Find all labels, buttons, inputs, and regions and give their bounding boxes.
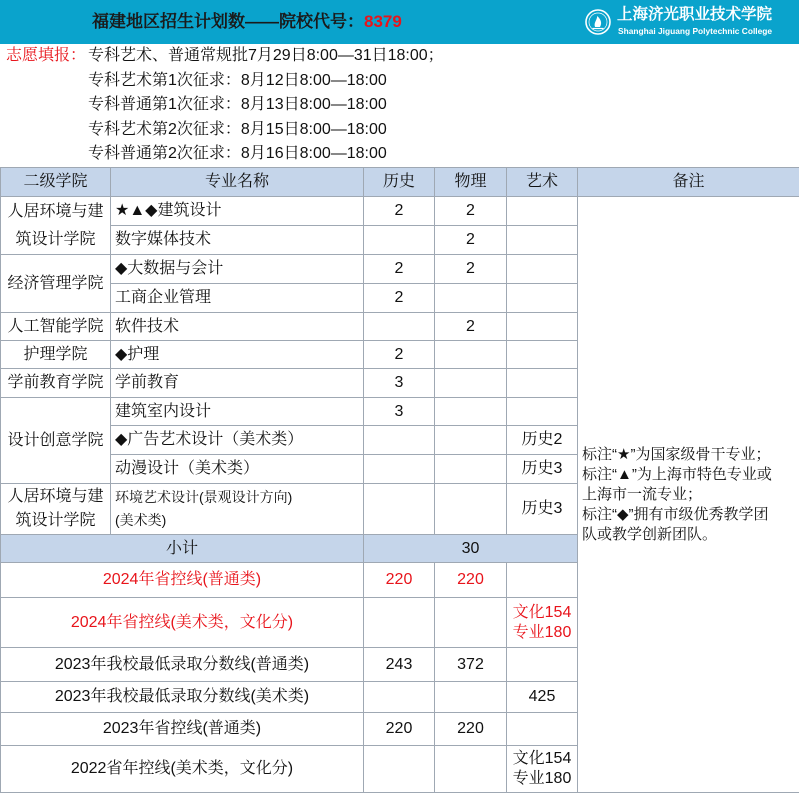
history-cell: 3 [364,398,435,426]
score-history: 220 [364,713,435,746]
school-cell: 经济管理学院 [1,255,111,313]
score-history: 220 [364,563,435,598]
enrollment-plan-table [0,167,799,793]
score-art-line: 专业180 [512,770,572,787]
history-cell [364,426,435,455]
remarks-cell [578,197,799,793]
history-cell: 2 [364,284,435,313]
score-physics [435,682,507,713]
notice-line: 专科普通第2次征求：8月16日8:00—18:00 [88,145,387,163]
subtotal-label: 小计 [1,535,364,563]
school-cell: 学前教育学院 [1,369,111,398]
school-cell: 人居环境与建筑设计学院 [1,197,111,255]
history-cell [364,313,435,341]
major-cell: ◆大数据与会计 [111,255,364,284]
score-physics: 220 [435,563,507,598]
history-cell: 2 [364,197,435,226]
score-art-line: 文化154 [512,750,572,767]
application-notice [0,44,799,167]
college-emblem-icon [585,9,611,35]
score-art-line: 专业180 [512,623,572,641]
art-cell: 历史3 [507,455,578,484]
art-cell [507,341,578,369]
major-cell: ◆广告艺术设计（美术类） [111,426,364,455]
column-header-school: 二级学院 [1,168,111,197]
physics-cell [435,369,507,398]
college-name-en: Shanghai Jiguang Polytechnic College [618,26,773,36]
score-label: 2023年我校最低录取分数线(普通类) [1,648,364,682]
art-cell: 历史3 [507,484,578,535]
art-cell [507,226,578,255]
major-cell: 建筑室内设计 [111,398,364,426]
remarks-line: 标注“★”为国家级骨干专业； [582,445,771,463]
score-history [364,598,435,648]
history-cell [364,455,435,484]
major-cell [111,484,364,535]
score-art [507,598,578,648]
physics-cell: 2 [435,313,507,341]
page-title-text: 福建地区招生计划数——院校代号： [92,12,364,31]
physics-cell [435,484,507,535]
column-header-physics: 物理 [435,168,507,197]
physics-cell [435,398,507,426]
score-art [507,713,578,746]
notice-line: 专科艺术第1次征求：8月12日8:00—18:00 [88,71,387,89]
school-cell: 设计创意学院 [1,398,111,484]
score-physics: 372 [435,648,507,682]
history-cell [364,226,435,255]
column-header-remarks: 备注 [578,168,799,197]
score-physics: 220 [435,713,507,746]
school-code: 8379 [364,12,402,31]
column-header-history: 历史 [364,168,435,197]
score-art [507,648,578,682]
score-label: 2023年省控线(普通类) [1,713,364,746]
major-name-line: (美术类) [115,512,167,528]
score-art-line: 文化154 [512,603,572,621]
score-label: 2024年省控线(普通类) [1,563,364,598]
score-art [507,746,578,793]
score-label: 2023年我校最低录取分数线(美术类) [1,682,364,713]
art-cell [507,284,578,313]
notice-label: 志愿填报： [6,47,87,64]
history-cell: 2 [364,255,435,284]
score-art [507,563,578,598]
remarks-line: 标注“◆”拥有市级优秀教学团 [582,505,769,523]
score-history: 243 [364,648,435,682]
major-name-line: 环境艺术设计(景观设计方向) [115,489,293,505]
header-bar [0,0,799,44]
history-cell: 3 [364,369,435,398]
school-cell: 人工智能学院 [1,313,111,341]
table-row [1,197,799,226]
remarks-line: 队或教学创新团队。 [582,525,718,543]
score-art: 425 [507,682,578,713]
score-history [364,746,435,793]
physics-cell [435,341,507,369]
physics-cell: 2 [435,255,507,284]
art-cell [507,398,578,426]
major-cell: 软件技术 [111,313,364,341]
score-history [364,682,435,713]
score-label: 2024年省控线(美术类，文化分) [1,598,364,648]
art-cell [507,197,578,226]
notice-line: 专科普通第1次征求：8月13日8:00—18:00 [88,96,387,114]
score-physics [435,746,507,793]
school-cell: 人居环境与建筑设计学院 [1,484,111,535]
college-name-cn: 上海济光职业技术学院 [617,6,773,23]
school-cell: 护理学院 [1,341,111,369]
remarks-line: 标注“▲”为上海市特色专业或 [582,465,772,483]
history-cell [364,484,435,535]
notice-line: 专科艺术、普通常规批7月29日8:00—31日18:00； [88,47,444,64]
notice-line: 专科艺术第2次征求：8月15日8:00—18:00 [88,120,387,138]
major-cell: 工商企业管理 [111,284,364,313]
major-cell: 动漫设计（美术类） [111,455,364,484]
table-header-row [1,168,799,197]
physics-cell [435,284,507,313]
art-cell: 历史2 [507,426,578,455]
art-cell [507,255,578,284]
column-header-major: 专业名称 [111,168,364,197]
column-header-art: 艺术 [507,168,578,197]
physics-cell [435,426,507,455]
major-cell: ◆护理 [111,341,364,369]
physics-cell [435,455,507,484]
score-physics [435,598,507,648]
physics-cell: 2 [435,197,507,226]
art-cell [507,313,578,341]
major-cell: 学前教育 [111,369,364,398]
subtotal-value: 30 [364,535,578,563]
physics-cell: 2 [435,226,507,255]
history-cell: 2 [364,341,435,369]
notice-lines [88,44,444,167]
page-title [92,11,402,33]
major-cell: ★▲◆建筑设计 [111,197,364,226]
major-cell: 数字媒体技术 [111,226,364,255]
art-cell [507,369,578,398]
remarks-line: 上海市一流专业； [582,485,703,503]
score-label: 2022省年控线(美术类，文化分) [1,746,364,793]
